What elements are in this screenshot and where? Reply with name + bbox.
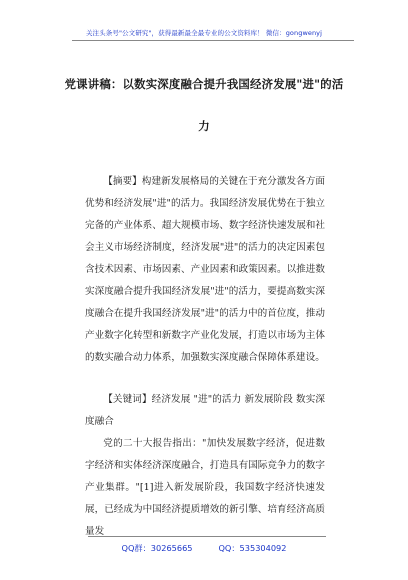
document-title-line-1: 党课讲稿：以数实深度融合提升我国经济发展"进"的活 [64,77,344,91]
footer-divider [88,536,326,537]
footer-qq-group: QQ群：30265665 [121,543,193,553]
abstract-paragraph: 【摘要】构建新发展格局的关键在于充分激发各方面优势和经济发展"进"的活力。我国经济发展优势在于独立完备的产业体系、超大规模市场、数字经济快速发展和社会主义市场经济制度，经济发展"进"的活力的决定因素包含技术因素、市场因素、产业因素和政策因素。以推进数实深度融合提升我国经济发展"进"的活力，要提高数实深度融合在提升我国经济发展"进"的活力中的首位度，推动产业数字化转型和新数字产业化发展，打造以市场为主体的数实融合动力体系，加强数实深度融合保障体系建设。 [85,176,325,363]
keywords-paragraph: 【关键词】经济发展 "进"的活力 新发展阶段 数实深度融合 [85,394,325,427]
header-banner: 关注头条号"公文研究"，获得最新最全最专业的公文资料库！ 微信：gongwenyj [85,29,323,37]
document-title-line-2: 力 [198,119,210,133]
body-paragraph: 党的二十大报告指出："加快发展数字经济，促进数字经济和实体经济深度融合，打造具有国际竞争力的数字产业集群。"[1]进入新发展阶段，我国数字经济快速发展，已经成为中国经济提质增效的新引擎、培育经济高质量发 [85,438,325,537]
footer-qq-number: QQ：535304092 [218,543,287,553]
header-divider [72,40,354,41]
footer [0,543,408,554]
